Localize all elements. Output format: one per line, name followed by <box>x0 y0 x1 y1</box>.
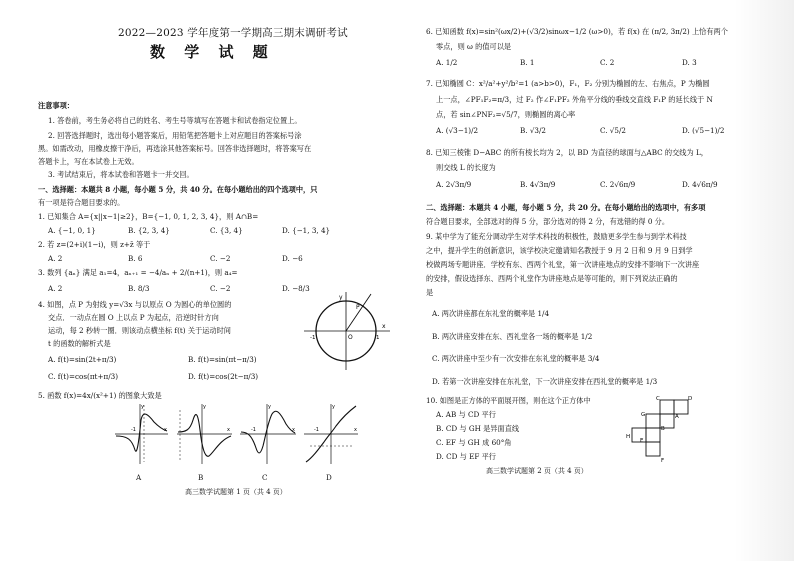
q1-option-d: D. {−1, 3, 4} <box>282 226 331 235</box>
notice-line: 2. 回答选择题时，选出每小题答案后，用铅笔把答题卡上对应题目的答案标号涂 <box>48 131 302 140</box>
q6-option-d: D. 3 <box>682 58 697 67</box>
net-label-b: B <box>661 426 665 432</box>
q9-option-b: B. 两次讲座安排在东、西礼堂各一场的概率是 1/2 <box>432 332 593 341</box>
svg-text:y: y <box>268 404 271 410</box>
exam-title: 2022—2023 学年度第一学期高三期末调研考试 <box>118 27 348 39</box>
q4-option-b: B. f(t)=sin(πt−π/3) <box>188 355 257 364</box>
question-10: 10. 如图是正方体的平面展开图，则在这个正方体中 <box>426 396 591 405</box>
svg-text:-1: -1 <box>251 427 256 433</box>
net-label-e: E <box>640 438 644 444</box>
q4-option-a: A. f(t)=sin(2t+π/3) <box>48 355 117 364</box>
q9-option-d: D. 若第一次讲座安排在东礼堂，下一次讲座安排在西礼堂的概率是 1/3 <box>432 377 658 386</box>
exam-page-2 <box>400 0 794 561</box>
q5-graph-options <box>110 400 360 472</box>
q6-option-b: B. 1 <box>520 58 535 67</box>
net-label-c: C <box>656 396 660 402</box>
question-6-line: 6. 已知函数 f(x)=sin²(ωx/2)+(√3/2)sinωx−1/2 (ω>0)，若 f(x) 在 (π/2, 3π/2) 上恰有两个 <box>426 27 728 36</box>
notice-line: 黑。如需改动，用橡皮擦干净后，再选涂其他答案标号。回答非选择题时，将答案写在 <box>38 144 312 153</box>
page-footer: 高三数学试题第 1 页（共 4 页） <box>185 488 287 496</box>
question-5: 5. 函数 f(x)=4x/(x²+1) 的图象大致是 <box>38 391 162 400</box>
q2-option-b: B. 6 <box>128 254 143 263</box>
svg-text:x: x <box>382 323 386 330</box>
question-7-line: 7. 已知椭圆 C：x²/a²+y²/b²=1 (a>b>0)，F₁，F₂ 分别为椭圆的左、右焦点，P 为椭圆 <box>426 79 710 88</box>
q9-option-a: A. 两次讲座都在东礼堂的概率是 1/4 <box>432 309 550 318</box>
q10-option-c: C. EF 与 GH 成 60°角 <box>436 438 512 447</box>
section-1-heading-cont: 有一项是符合题目要求的。 <box>38 198 125 207</box>
svg-text:P: P <box>356 304 360 311</box>
notice-header: 注意事项： <box>38 101 74 110</box>
q1-option-a: A. {−1, 0, 1} <box>48 226 96 235</box>
q3-option-d: D. −8/3 <box>282 284 310 293</box>
q9-option-c: C. 两次讲座中至少有一次安排在东礼堂的概率是 3/4 <box>432 354 600 363</box>
net-label-g: G <box>641 412 646 418</box>
svg-text:O: O <box>348 334 353 341</box>
notice-line: 1. 答卷前，考生务必将自己的姓名、考生号等填写在答题卡和试卷指定位置上。 <box>48 116 302 125</box>
q1-option-b: B. {2, 3, 4} <box>128 226 170 235</box>
question-4-line: 运动，每 2 秒转一圈．则该动点横坐标 f(t) 关于运动时间 <box>48 326 231 335</box>
svg-text:y: y <box>332 404 335 410</box>
question-7-line: 点，若 sin∠PNF₂=√5/7，则椭圆的离心率 <box>436 110 576 119</box>
question-9-line: 是 <box>426 288 434 297</box>
net-label-h: H <box>626 434 631 440</box>
graph-label-d: D <box>326 473 332 482</box>
section-1-heading: 一、选择题：本题共 8 小题，每小题 5 分，共 40 分。在每小题给出的四个选项中，只 <box>38 185 318 194</box>
svg-text:y: y <box>339 294 343 301</box>
svg-text:-1: -1 <box>314 427 319 433</box>
question-9-line: 9. 某中学为了能充分调动学生对学术科技的积极性，鼓励更多学生参与到学术科技 <box>426 232 687 241</box>
question-9-line: 之中，提升学生的创新意识，该学校决定邀请知名教授于 9 月 2 日和 9 月 9 日到学 <box>426 246 693 255</box>
svg-text:x: x <box>164 427 167 433</box>
question-4-line: 4. 如图，点 P 为射线 y=√3x 与以原点 O 为圆心的单位圆的 <box>38 300 232 309</box>
question-4-line: 交点．一动点在圆 O 上以点 P 为起点，沿逆时针方向 <box>48 313 219 322</box>
question-7-line: 上一点，∠PF₁F₂=π/3，过 F₂ 作∠F₁PF₂ 外角平分线的垂线交直线 F₁P 的延长线于 N <box>436 95 713 104</box>
q2-option-a: A. 2 <box>48 254 63 263</box>
net-label-d: D <box>688 396 693 402</box>
notice-line: 答题卡上，写在本试卷上无效。 <box>38 157 139 166</box>
unit-circle-figure <box>296 290 396 372</box>
q7-option-b: B. √3/2 <box>520 126 546 135</box>
graph-label-c: C <box>262 473 268 482</box>
q6-option-c: C. 2 <box>600 58 615 67</box>
q7-option-a: A. (√3−1)/2 <box>436 126 479 135</box>
q4-option-c: C. f(t)=cos(πt+π/3) <box>48 372 118 381</box>
question-1: 1. 已知集合 A={x||x−1|≥2}，B={−1, 0, 1, 2, 3, 4}，则 A∩B= <box>38 212 259 221</box>
q6-option-a: A. 1/2 <box>436 58 458 67</box>
section-2-heading-cont: 符合题目要求，全部选对的得 5 分，部分选对的得 2 分，有选错的得 0 分。 <box>426 217 670 226</box>
q8-option-a: A. 2√3π/9 <box>436 180 472 189</box>
svg-text:x: x <box>227 427 230 433</box>
q7-option-c: C. √5/2 <box>600 126 626 135</box>
svg-text:y: y <box>203 404 206 410</box>
svg-text:x: x <box>354 427 357 433</box>
graph-label-b: B <box>198 473 204 482</box>
net-label-f: F <box>661 458 665 464</box>
cube-net-figure <box>616 396 706 466</box>
notice-line: 3. 考试结束后，将本试卷和答题卡一并交回。 <box>48 170 194 179</box>
question-9-line: 的安排，假设选择东、西两个礼堂作为讲座地点是等可能的，则下列说法正确的 <box>426 274 678 283</box>
question-9-line: 校做两场专题讲座．学校有东、西两个礼堂，第一次讲座地点的安排不影响下一次讲座 <box>426 260 700 269</box>
question-8-line: 8. 已知三棱锥 D−ABC 的所有棱长均为 2，以 BD 为直径的球面与△ABC 的交线为 L， <box>426 148 708 157</box>
svg-text:y: y <box>141 404 144 410</box>
scan-shadow <box>734 0 794 561</box>
graph-a <box>115 404 168 464</box>
q8-option-d: D. 4√6π/9 <box>682 180 718 189</box>
q1-option-c: C. {3, 4} <box>210 226 243 235</box>
subject-title: 数 学 试 题 <box>150 43 275 61</box>
q10-option-b: B. CD 与 GH 是异面直线 <box>436 424 520 433</box>
question-8-line: 则交线 L 的长度为 <box>436 163 496 172</box>
q8-option-c: C. 2√6π/9 <box>600 180 636 189</box>
q10-option-d: D. CD 与 EF 平行 <box>436 452 496 461</box>
net-label-a: A <box>675 414 679 420</box>
svg-text:-1: -1 <box>131 427 136 433</box>
q2-option-c: C. −2 <box>210 254 231 263</box>
question-6-line: 零点，则 ω 的值可以是 <box>436 42 512 51</box>
graph-c <box>240 404 296 464</box>
graph-d <box>304 404 358 464</box>
question-4-line: t 的函数的解析式是 <box>48 339 111 348</box>
graph-b <box>177 404 232 464</box>
q2-option-d: D. −6 <box>282 254 303 263</box>
q3-option-a: A. 2 <box>48 284 63 293</box>
q10-option-a: A. AB 与 CD 平行 <box>436 410 496 419</box>
q3-option-c: C. −2 <box>210 284 231 293</box>
q8-option-b: B. 4√3π/9 <box>520 180 556 189</box>
section-2-heading: 二、选择题：本题共 4 小题，每小题 5 分，共 20 分。在每小题给出的选项中，有多项 <box>426 203 706 212</box>
q7-option-d: D. (√5−1)/2 <box>682 126 725 135</box>
q4-option-d: D. f(t)=cos(2t−π/3) <box>188 372 259 381</box>
svg-text:1: 1 <box>376 335 380 341</box>
svg-text:-1: -1 <box>310 335 316 341</box>
page-footer: 高三数学试题第 2 页（共 4 页） <box>486 467 588 475</box>
graph-label-a: A <box>136 473 142 482</box>
q3-option-b: B. 8/3 <box>128 284 150 293</box>
question-3: 3. 数列 {aₙ} 满足 a₁=4，aₙ₊₁ = −4/aₙ + 2/(n+1)，则 a₄= <box>38 268 238 277</box>
question-2: 2. 若 z=(2+i)(1−i)，则 z+z̄ 等于 <box>38 240 151 249</box>
svg-text:x: x <box>292 427 295 433</box>
